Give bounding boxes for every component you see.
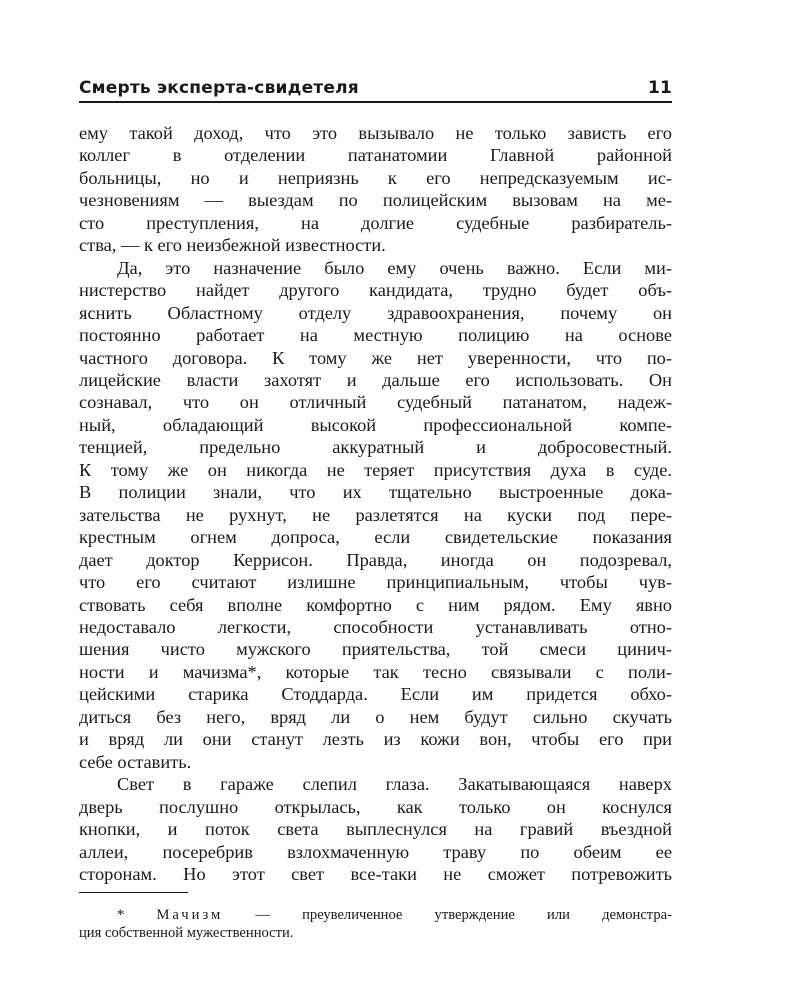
body-text bbox=[79, 122, 672, 885]
page-number: 11 bbox=[647, 78, 672, 98]
text-line: лицейские власти захотят и дальше его использовать. Он bbox=[79, 369, 672, 390]
text-line: сто преступления, на долгие судебные разбиратель- bbox=[79, 212, 672, 233]
text-line: ему такой доход, что это вызывало не только зависть его bbox=[79, 123, 672, 143]
text-line: ствовать себя вполне комфортно с ним рядом. Ему явно bbox=[79, 594, 672, 615]
text-line: больницы, но и неприязнь к его непредсказуемым ис- bbox=[79, 167, 672, 188]
footnote-marker: * bbox=[117, 907, 157, 924]
footnote-definition: — преувеличенное утверждение или демонстра- bbox=[223, 907, 672, 924]
text-line: что его считают излишне принципиальным, чтобы чув- bbox=[79, 572, 672, 593]
footnote bbox=[79, 906, 672, 942]
text-line: Да, это назначение было ему очень важно. Если ми- bbox=[117, 257, 672, 278]
book-page bbox=[79, 78, 672, 942]
text-line: аллеи, посеребрив взлохмаченную траву по обеим ее bbox=[79, 841, 672, 862]
text-line: частного договора. К тому же нет уверенности, что по- bbox=[79, 347, 672, 368]
text-line: постоянно работает на местную полицию на основе bbox=[79, 325, 672, 346]
text-line: тенцией, предельно аккуратный и добросовестный. bbox=[79, 437, 672, 458]
text-line: нистерство найдет другого кандидата, трудно будет объ- bbox=[79, 280, 672, 301]
text-line: дверь послушно открылась, как только он коснулся bbox=[79, 796, 672, 817]
text-line: недоставало легкости, способности устанавливать отно- bbox=[79, 616, 672, 637]
running-header bbox=[79, 78, 672, 103]
text-line: Свет в гараже слепил глаза. Закатывающаяся наверх bbox=[117, 774, 672, 795]
text-line: крестным огнем допроса, если свидетельские показания bbox=[79, 527, 672, 548]
text-line: шения чисто мужского приятельства, той смеси цинич- bbox=[79, 639, 672, 660]
text-line: кнопки, и поток света выплеснулся на гравий въездной bbox=[79, 819, 672, 840]
footnote-line: ция собственной мужественности. bbox=[79, 925, 294, 942]
footnote-line bbox=[79, 906, 672, 924]
text-line: дает доктор Керрисон. Правда, иногда он подозревал, bbox=[79, 549, 672, 570]
text-line: К тому же он никогда не теряет присутствия духа в суде. bbox=[79, 459, 672, 480]
text-line: и вряд ли они станут лезть из кожи вон, чтобы его при bbox=[79, 729, 672, 750]
text-line: чезновениям — выездам по полицейским вызовам на ме- bbox=[79, 190, 672, 211]
text-line: ный, обладающий высокой профессиональной компе- bbox=[79, 414, 672, 435]
text-line: цейскими старика Стоддарда. Если им придется обхо- bbox=[79, 684, 672, 705]
text-line: яснить Областному отделу здравоохранения, почему он bbox=[79, 302, 672, 323]
text-line: сторонам. Но этот свет все-таки не сможет потревожить bbox=[79, 863, 672, 884]
text-line: себе оставить. bbox=[79, 751, 192, 772]
footnote-term: Мачизм bbox=[156, 907, 224, 924]
text-line: ности и мачизма*, которые так тесно связывали с поли- bbox=[79, 661, 672, 682]
text-line: коллег в отделении патанатомии Главной районной bbox=[79, 145, 672, 166]
text-line: диться без него, вряд ли о нем будут сильно скучать bbox=[79, 706, 672, 727]
text-line: сознавал, что он отличный судебный патанатом, надеж- bbox=[79, 392, 672, 413]
text-line: ства, — к его неизбежной известности. bbox=[79, 235, 386, 256]
text-line: В полиции знали, что их тщательно выстроенные дока- bbox=[79, 482, 672, 503]
running-title: Смерть эксперта-свидетеля bbox=[79, 78, 359, 98]
text-line: зательства не рухнут, не разлетятся на куски под пере- bbox=[79, 504, 672, 525]
footnote-divider bbox=[79, 892, 188, 893]
